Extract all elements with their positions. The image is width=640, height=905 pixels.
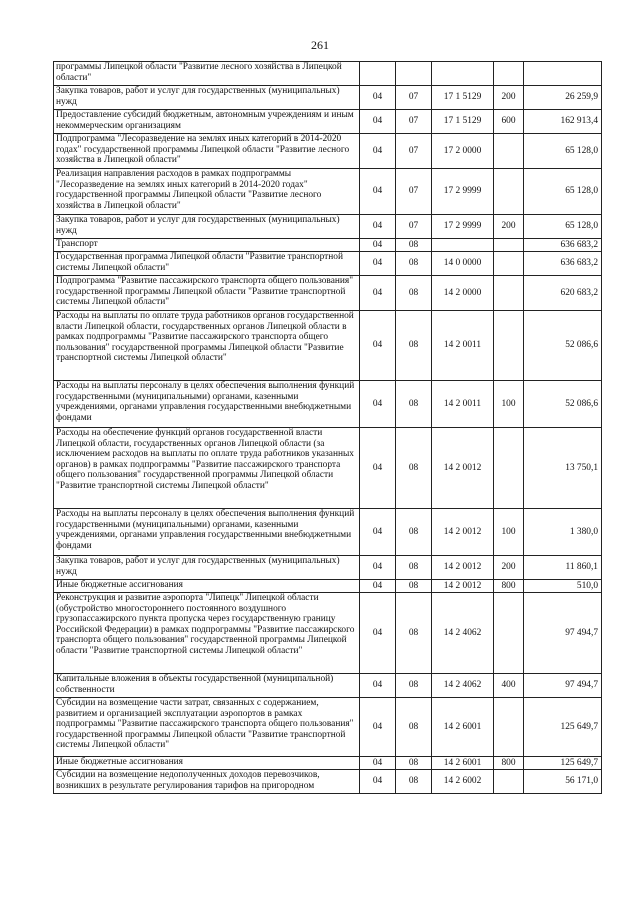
row-expense-type: 100 xyxy=(494,381,524,428)
row-amount: 97 494,7 xyxy=(524,593,602,674)
row-target-item: 17 1 5129 xyxy=(432,110,494,134)
row-name: Закупка товаров, работ и услуг для государственных (муниципальных) нужд xyxy=(54,86,360,110)
row-expense-type xyxy=(494,311,524,381)
row-target-item: 14 2 6002 xyxy=(432,770,494,794)
row-expense-type xyxy=(494,276,524,311)
row-expense-type xyxy=(494,770,524,794)
row-target-item: 17 2 9999 xyxy=(432,215,494,239)
row-subsection: 07 xyxy=(396,110,432,134)
row-expense-type xyxy=(494,428,524,509)
row-subsection: 08 xyxy=(396,428,432,509)
row-amount: 636 683,2 xyxy=(524,239,602,252)
row-target-item: 14 2 0011 xyxy=(432,311,494,381)
row-amount: 56 171,0 xyxy=(524,770,602,794)
row-target-item: 14 2 0011 xyxy=(432,381,494,428)
row-subsection xyxy=(396,62,432,86)
row-subsection: 08 xyxy=(396,381,432,428)
row-section: 04 xyxy=(360,428,396,509)
row-section: 04 xyxy=(360,86,396,110)
table-row xyxy=(54,110,602,134)
table-row xyxy=(54,428,602,509)
row-expense-type xyxy=(494,239,524,252)
row-subsection: 08 xyxy=(396,276,432,311)
row-section: 04 xyxy=(360,311,396,381)
row-name: Капитальные вложения в объекты государственной (муниципальной) собственности xyxy=(54,674,360,698)
row-name: Реконструкция и развитие аэропорта "Липецк" Липецкой области (обустройство многостороннего постоянного воздушного грузопассажирского пункта пропуска через государственную границу Российской Федерации) в рамках подпрограммы "Развитие пассажирского транспорта общего пользования" государственной программы Липецкой области "Развитие транспортной системы Липецкой области" xyxy=(54,593,360,674)
row-target-item: 14 2 0012 xyxy=(432,509,494,556)
row-amount: 65 128,0 xyxy=(524,134,602,169)
table-row xyxy=(54,593,602,674)
budget-table-body xyxy=(54,62,602,794)
row-expense-type: 200 xyxy=(494,215,524,239)
row-subsection: 07 xyxy=(396,215,432,239)
row-name: Расходы на выплаты по оплате труда работников органов государственной власти Липецкой области, государственных органов Липецкой области в рамках подпрограммы "Развитие пассажирского транспорта общего пользования" государственной программы Липецкой области "Развитие транспортной системы Липецкой области" xyxy=(54,311,360,381)
row-section: 04 xyxy=(360,169,396,215)
row-target-item xyxy=(432,239,494,252)
table-row xyxy=(54,169,602,215)
row-target-item: 14 2 6001 xyxy=(432,698,494,757)
row-subsection: 08 xyxy=(396,580,432,593)
table-row xyxy=(54,252,602,276)
row-name: Закупка товаров, работ и услуг для государственных (муниципальных) нужд xyxy=(54,556,360,580)
row-amount: 11 860,1 xyxy=(524,556,602,580)
row-amount: 1 380,0 xyxy=(524,509,602,556)
row-name: Расходы на выплаты персоналу в целях обеспечения выполнения функций государственными (муниципальными) органами, казенными учреждениями, органами управления государственными внебюджетными фондами xyxy=(54,381,360,428)
row-amount: 97 494,7 xyxy=(524,674,602,698)
row-amount: 65 128,0 xyxy=(524,169,602,215)
table-row xyxy=(54,62,602,86)
row-subsection: 08 xyxy=(396,239,432,252)
row-expense-type xyxy=(494,169,524,215)
row-section: 04 xyxy=(360,509,396,556)
row-expense-type: 800 xyxy=(494,580,524,593)
row-amount: 13 750,1 xyxy=(524,428,602,509)
row-target-item: 14 2 6001 xyxy=(432,757,494,770)
row-subsection: 08 xyxy=(396,593,432,674)
table-row xyxy=(54,556,602,580)
row-section: 04 xyxy=(360,556,396,580)
row-target-item: 14 2 0012 xyxy=(432,556,494,580)
row-expense-type xyxy=(494,62,524,86)
row-amount: 125 649,7 xyxy=(524,698,602,757)
page-number: 261 xyxy=(311,38,329,52)
row-subsection: 07 xyxy=(396,134,432,169)
row-amount: 26 259,9 xyxy=(524,86,602,110)
row-name: Реализация направления расходов в рамках подпрограммы "Лесоразведение на землях иных категорий в 2014-2020 годах" государственной программы Липецкой области "Развитие лесного хозяйства в Липецкой области" xyxy=(54,169,360,215)
table-row xyxy=(54,770,602,794)
row-subsection: 07 xyxy=(396,169,432,215)
row-amount: 52 086,6 xyxy=(524,311,602,381)
row-section: 04 xyxy=(360,110,396,134)
row-target-item: 14 2 0000 xyxy=(432,276,494,311)
table-row xyxy=(54,134,602,169)
row-name: Подпрограмма "Лесоразведение на землях иных категорий в 2014-2020 годах" государственной программы Липецкой области "Развитие лесного хозяйства в Липецкой области" xyxy=(54,134,360,169)
row-name: Иные бюджетные ассигнования xyxy=(54,580,360,593)
row-amount: 52 086,6 xyxy=(524,381,602,428)
row-name: Субсидии на возмещение части затрат, связанных с содержанием, развитием и организацией эксплуатации аэропортов в рамках подпрограммы "Развитие пассажирского транспорта общего пользования" государственной программы Липецкой области "Развитие транспортной системы Липецкой области" xyxy=(54,698,360,757)
row-subsection: 08 xyxy=(396,556,432,580)
row-section: 04 xyxy=(360,674,396,698)
table-row xyxy=(54,276,602,311)
row-name: Подпрограмма "Развитие пассажирского транспорта общего пользования" государственной программы Липецкой области "Развитие транспортной системы Липецкой области" xyxy=(54,276,360,311)
table-row xyxy=(54,674,602,698)
row-amount: 65 128,0 xyxy=(524,215,602,239)
table-row xyxy=(54,381,602,428)
row-subsection: 08 xyxy=(396,311,432,381)
row-name: Закупка товаров, работ и услуг для государственных (муниципальных) нужд xyxy=(54,215,360,239)
row-target-item: 14 2 0012 xyxy=(432,428,494,509)
table-row xyxy=(54,215,602,239)
row-subsection: 08 xyxy=(396,252,432,276)
row-expense-type: 600 xyxy=(494,110,524,134)
row-section: 04 xyxy=(360,698,396,757)
row-section: 04 xyxy=(360,593,396,674)
row-subsection: 08 xyxy=(396,770,432,794)
row-target-item xyxy=(432,62,494,86)
row-section xyxy=(360,62,396,86)
table-row xyxy=(54,757,602,770)
row-section: 04 xyxy=(360,239,396,252)
row-target-item: 14 2 0012 xyxy=(432,580,494,593)
row-name: Предоставление субсидий бюджетным, автономным учреждениям и иным некоммерческим организациям xyxy=(54,110,360,134)
row-subsection: 08 xyxy=(396,698,432,757)
table-row xyxy=(54,86,602,110)
row-amount: 162 913,4 xyxy=(524,110,602,134)
row-amount: 636 683,2 xyxy=(524,252,602,276)
row-section: 04 xyxy=(360,134,396,169)
row-expense-type: 400 xyxy=(494,674,524,698)
row-expense-type: 200 xyxy=(494,86,524,110)
row-target-item: 17 1 5129 xyxy=(432,86,494,110)
table-row xyxy=(54,580,602,593)
table-row xyxy=(54,239,602,252)
row-section: 04 xyxy=(360,252,396,276)
row-section: 04 xyxy=(360,580,396,593)
row-amount: 125 649,7 xyxy=(524,757,602,770)
row-section: 04 xyxy=(360,215,396,239)
row-name: Расходы на выплаты персоналу в целях обеспечения выполнения функций государственными (муниципальными) органами, казенными учреждениями, органами управления государственными внебюджетными фондами xyxy=(54,509,360,556)
row-target-item: 17 2 9999 xyxy=(432,169,494,215)
row-subsection: 07 xyxy=(396,86,432,110)
row-target-item: 14 2 4062 xyxy=(432,674,494,698)
row-section: 04 xyxy=(360,757,396,770)
row-name: программы Липецкой области "Развитие лесного хозяйства в Липецкой области" xyxy=(54,62,360,86)
row-expense-type xyxy=(494,593,524,674)
row-name: Субсидии на возмещение недополученных доходов перевозчиков, возникших в результате регулирования тарифов на пригородном xyxy=(54,770,360,794)
row-target-item: 17 2 0000 xyxy=(432,134,494,169)
budget-table xyxy=(53,61,602,794)
row-name: Расходы на обеспечение функций органов государственной власти Липецкой области, государственных органов Липецкой области (за исключением расходов на выплаты по оплате труда работников указанных органов) в рамках подпрограммы "Развитие пассажирского транспорта общего пользования" государственной программы Липецкой области "Развитие транспортной системы Липецкой области" xyxy=(54,428,360,509)
row-section: 04 xyxy=(360,381,396,428)
table-row xyxy=(54,509,602,556)
row-amount: 620 683,2 xyxy=(524,276,602,311)
row-target-item: 14 2 4062 xyxy=(432,593,494,674)
row-expense-type: 100 xyxy=(494,509,524,556)
row-expense-type: 200 xyxy=(494,556,524,580)
row-amount: 510,0 xyxy=(524,580,602,593)
row-section: 04 xyxy=(360,276,396,311)
row-subsection: 08 xyxy=(396,509,432,556)
row-expense-type xyxy=(494,252,524,276)
table-row xyxy=(54,311,602,381)
row-section: 04 xyxy=(360,770,396,794)
row-name: Иные бюджетные ассигнования xyxy=(54,757,360,770)
row-subsection: 08 xyxy=(396,674,432,698)
row-expense-type xyxy=(494,134,524,169)
row-name: Транспорт xyxy=(54,239,360,252)
row-subsection: 08 xyxy=(396,757,432,770)
row-expense-type: 800 xyxy=(494,757,524,770)
row-target-item: 14 0 0000 xyxy=(432,252,494,276)
table-row xyxy=(54,698,602,757)
row-name: Государственная программа Липецкой области "Развитие транспортной системы Липецкой области" xyxy=(54,252,360,276)
row-expense-type xyxy=(494,698,524,757)
row-amount xyxy=(524,62,602,86)
